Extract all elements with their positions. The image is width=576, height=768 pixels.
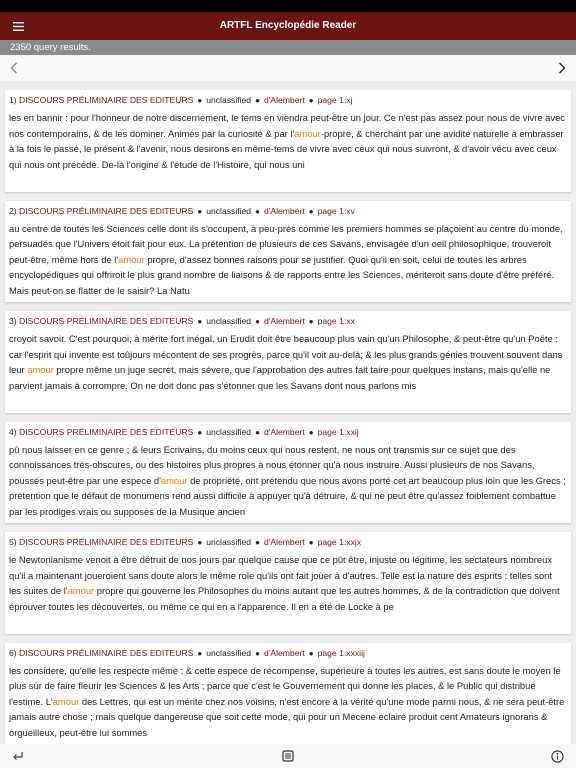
result-class: unclassified — [206, 647, 252, 658]
result-meta: 6) DISCOURS PRÉLIMINAIRE DES EDITEURS ● unclassified ● d'Alembert ● page 1:xxxiij — [9, 647, 365, 658]
result-card[interactable] — [5, 422, 571, 524]
result-author: d'Alembert — [263, 426, 305, 437]
result-title-link[interactable]: DISCOURS PRÉLIMINAIRE DES EDITEURS — [19, 426, 194, 437]
result-snippet: au centre de toutes les Sciences celle dont ils s'occupent, à peu-près comme les premiers hommes se plaçoient au centre du monde, persuadés que l'Univers étoit fait pour eux. La prétention de plusieurs de ces Savans, envisagée d'un oeil philosophique, trouveroit peut-être, même hors de l'amour propre, d'assez bonnes raisons pour se justifier. Quoi qu'il en soit, celui de toutes les arbres encyclopédiques qui offriroit le plus grand nombre de liaisons & de rapports entre les Sciences, mériteroit sans doute d'être préféré. Mais peut-on se flatter de le saisir? La Natu — [9, 222, 563, 296]
result-meta: 5) DISCOURS PRÉLIMINAIRE DES EDITEURS ● unclassified ● d'Alembert ● page 1:xxjx — [9, 537, 362, 547]
result-author: d'Alembert — [263, 95, 305, 105]
result-page: page 1:xv — [317, 205, 355, 216]
chevron-right-icon[interactable] — [558, 62, 566, 74]
result-title-link[interactable]: DISCOURS PRÉLIMINAIRE DES EDITEURS — [19, 205, 194, 216]
result-snippet: croyoit savoir. C'est pourquoi, à mérite fort inégal, un Erudit doit être beaucoup plus vain qu'un Philosophe, & peut-être qu'un Poëte : car l'esprit qui invente est toûjours mécontent de ses progrès, parce qu'il voit au-delà; & les plus grands génies trouvent souvent dans leur amour propre même un juge secret, mais sévere, que l'approbation des autres fait taire pour quelques instans, mais qu'elle ne parvient jamais à corrompre. On ne doit donc pas s'étonner que les Savans dont nous parlons mis — [9, 333, 563, 391]
bottom-toolbar — [0, 744, 576, 768]
document-list-icon[interactable] — [282, 750, 294, 762]
result-index: 3) — [9, 316, 17, 326]
result-author: d'Alembert — [263, 205, 305, 216]
result-card[interactable] — [5, 90, 571, 192]
result-index: 4) — [9, 426, 17, 437]
result-page: page 1:xxxiij — [317, 647, 365, 658]
result-snippet: les considere, qu'elle les respecte même ; & cette espece de récompense, supérieure à toutes les autres, est sans doute le moyen le plus sûr de faire fleurir les Sciences & les Arts ; parce que c'est le Gouvernement qui donne les places, & le Public qui distribue l'estime. L'amour des Lettres, qui est un mérite chez nos voisins, n'est encore à la vérité qu'une mode parmi nous, & ne sera peut-être jamais autre chose ; mais quelque dangereuse que soit cette mode, qui pour un Mécene éclairé produit cent Amateurs ignorans & orgueilleux, peut-être lui sommes — [9, 664, 565, 738]
app-title: ARTFL Encyclopédie Reader — [219, 20, 357, 31]
result-meta: 1) DISCOURS PRÉLIMINAIRE DES EDITEURS ● unclassified ● d'Alembert ● page 1:xj — [9, 95, 353, 105]
result-index: 2) — [9, 205, 17, 216]
info-icon[interactable] — [551, 750, 564, 763]
status-bar — [0, 0, 576, 12]
result-class: unclassified — [206, 95, 252, 105]
return-arrow-icon[interactable] — [12, 751, 24, 762]
result-meta: 2) DISCOURS PRÉLIMINAIRE DES EDITEURS ● unclassified ● d'Alembert ● page 1:xv — [9, 205, 355, 216]
pager — [0, 55, 576, 81]
match-highlight: amour — [27, 364, 54, 376]
result-index: 6) — [9, 647, 17, 658]
result-meta: 3) DISCOURS PRÉLIMINAIRE DES EDITEURS ● unclassified ● d'Alembert ● page 1:xx — [9, 316, 355, 326]
result-page: page 1:xxjx — [317, 537, 362, 547]
result-card[interactable] — [5, 643, 571, 745]
result-author: d'Alembert — [263, 537, 305, 547]
result-page: page 1:xj — [317, 95, 353, 105]
result-author: d'Alembert — [263, 647, 305, 658]
result-page: page 1:xxij — [317, 426, 359, 437]
results-list — [0, 90, 576, 744]
result-title-link[interactable]: DISCOURS PRÉLIMINAIRE DES EDITEURS — [19, 95, 194, 105]
result-snippet: les en bannir : pour l'honneur de notre discernement, le tems en viendra peut-être un jour. Ce n'est pas assez pour nous de vivre avec nos contemporains, & de les dominer. Animés par la curiosité & par l'amour-propre, & cherchant par une avidité naturelle à embrasser à la fois le passé, le présent & l'avenir, nous desirons en même-tems de vivre avec ceux qui nous suivront, & d'avoir vécu avec ceux qui nous ont précédé. De-là l'origine & l'étude de l'Histoire, qui nous uni — [9, 112, 565, 170]
match-highlight: amour — [52, 695, 80, 707]
result-meta: 4) DISCOURS PRÉLIMINAIRE DES EDITEURS ● unclassified ● d'Alembert ● page 1:xxij — [9, 426, 359, 437]
query-results-count: 2350 query results. — [0, 40, 576, 55]
result-class: unclassified — [206, 205, 252, 216]
result-card[interactable] — [5, 532, 571, 634]
match-highlight: amour — [160, 474, 188, 486]
result-index: 1) — [9, 95, 17, 105]
result-title-link[interactable]: DISCOURS PRÉLIMINAIRE DES EDITEURS — [19, 537, 194, 547]
result-author: d'Alembert — [263, 316, 305, 326]
match-highlight: amour — [67, 585, 95, 597]
result-class: unclassified — [206, 316, 252, 326]
match-highlight: amour — [294, 127, 321, 139]
result-page: page 1:xx — [317, 316, 355, 326]
result-snippet: le Newtonianisme venoit à être détruit de nos jours par quelque cause que ce pût être, injuste ou légitime, les sectateurs nombreux qu'il a maintenant joueroient sans doute alors le même role qu'ils ont fait joüer à d'autres. Telle est la nature des esprits : telles sont les suites de l'amour propre qui gouverne les Philosophes du moins autant que les autres hommes, & de la contradiction que doivent éprouver toutes les découvertes, ou même ce qui en a l'apparence. Il en a été de Locke à pe — [9, 554, 560, 612]
result-class: unclassified — [206, 537, 252, 547]
result-snippet: pû nous laisser en ce genre ; & leurs Ecrivains, du moins ceux qui nous restent, ne nous ont transmis sur ce sujet que des connoissances très-obscures, ou des histoires plus propres à nous étonner qu'à nous instruire. Aussi plusieurs de nos Savans, poussés peut-être par une espece d'amour de propriété, ont prétendu que nous avons porté cet art beaucoup plus loin que les Grecs ; prétention que le défaut de monumens rend aussi difficile à appuyer qu'à détruire, & qui ne peut être qu'assez foiblement combattue par les prodiges vrais ou supposés de la Musique ancien — [9, 443, 566, 517]
result-card[interactable] — [5, 201, 571, 303]
result-card[interactable] — [5, 311, 571, 413]
result-class: unclassified — [206, 426, 252, 437]
result-index: 5) — [9, 537, 17, 547]
result-title-link[interactable]: DISCOURS PRÉLIMINAIRE DES EDITEURS — [19, 316, 194, 326]
nav-bar — [0, 12, 576, 40]
result-title-link[interactable]: DISCOURS PRÉLIMINAIRE DES EDITEURS — [19, 647, 194, 658]
match-highlight: amour — [118, 253, 145, 265]
hamburger-menu-icon[interactable] — [0, 12, 36, 40]
chevron-left-icon[interactable] — [10, 62, 18, 74]
